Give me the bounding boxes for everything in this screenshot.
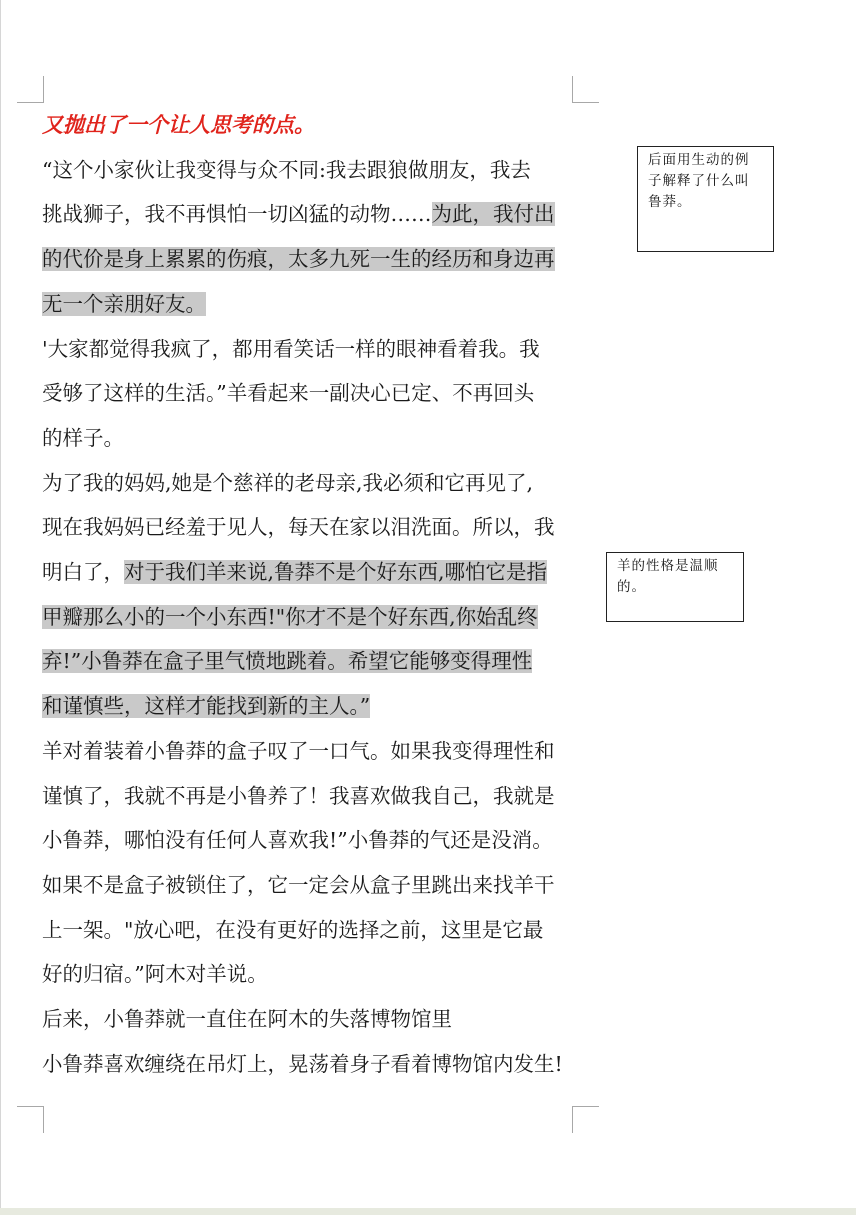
text-line bbox=[42, 192, 587, 237]
text-line bbox=[42, 684, 587, 729]
text-run: 如果不是盒子被锁住了，它一定会从盒子里跳出来找羊干 bbox=[42, 872, 555, 897]
text-line bbox=[42, 148, 587, 193]
text-run: 小鲁莽喜欢缠绕在吊灯上，晃荡着身子看着博物馆内发生! bbox=[42, 1051, 563, 1076]
text-line bbox=[42, 639, 587, 684]
text-line bbox=[42, 237, 587, 282]
text-line bbox=[42, 729, 587, 774]
text-line bbox=[42, 818, 587, 863]
crop-mark-top-left bbox=[17, 76, 44, 103]
text-line bbox=[42, 595, 587, 640]
comment-box[interactable] bbox=[637, 146, 774, 252]
text-run: 小鲁莽，哪怕没有任何人喜欢我!”小鲁莽的气还是没消。 bbox=[42, 828, 553, 853]
highlighted-text: 和谨慎些，这样才能找到新的主人。” bbox=[42, 694, 371, 719]
text-run: 现在我妈妈已经羞于见人，每天在家以泪洗面。所以，我 bbox=[42, 515, 555, 540]
comment-text: 的。 bbox=[617, 579, 646, 595]
text-line bbox=[42, 952, 587, 997]
text-line bbox=[42, 505, 587, 550]
highlighted-text: 弃!”小鲁莽在盒子里气愤地跳着。希望它能够变得理性 bbox=[42, 649, 533, 674]
crop-mark-bottom-right bbox=[572, 1106, 599, 1133]
text-line bbox=[42, 997, 587, 1042]
text-line bbox=[42, 461, 587, 506]
highlighted-text: 无一个亲朋好友。 bbox=[42, 291, 206, 316]
comment-text: 后面用生动的例 bbox=[648, 152, 750, 168]
text-run: 上一架。"放心吧，在没有更好的选择之前，这里是它最 bbox=[42, 917, 544, 942]
text-run: “这个小家伙让我变得与众不同:我去跟狼做朋友，我去 bbox=[42, 157, 531, 182]
text-line bbox=[42, 282, 587, 327]
text-line bbox=[42, 327, 587, 372]
highlighted-text: 对于我们羊来说,鲁莽不是个好东西,哪怕它是指 bbox=[124, 560, 548, 585]
text-run: 的样子。 bbox=[42, 425, 124, 450]
text-run: '大家都觉得我疯了，都用看笑话一样的眼神看着我。我 bbox=[42, 336, 540, 361]
comment-box[interactable] bbox=[606, 552, 744, 622]
text-run: 为了我的妈妈,她是个慈祥的老母亲,我必须和它再见了, bbox=[42, 470, 534, 495]
comment-text: 羊的性格是温顺 bbox=[617, 558, 719, 574]
text-run: 明白了， bbox=[42, 560, 124, 585]
crop-mark-top-right bbox=[572, 76, 599, 103]
text-line bbox=[42, 1042, 587, 1087]
comment-text: 鲁莽。 bbox=[648, 194, 692, 210]
text-line bbox=[42, 416, 587, 461]
text-line bbox=[42, 908, 587, 953]
document-heading: 又抛出了一个让人思考的点。 bbox=[42, 112, 315, 137]
text-line bbox=[42, 550, 587, 595]
document-body[interactable] bbox=[42, 103, 587, 1086]
comment-text: 子解释了什么叫 bbox=[648, 173, 750, 189]
text-run: 羊对着装着小鲁莽的盒子叹了一口气。如果我变得理性和 bbox=[42, 738, 555, 763]
text-run: 挑战狮子，我不再惧怕一切凶猛的动物…… bbox=[42, 202, 432, 227]
text-line bbox=[42, 371, 587, 416]
text-line bbox=[42, 774, 587, 819]
crop-mark-bottom-left bbox=[17, 1106, 44, 1133]
text-run: 受够了这样的生活。”羊看起来一副决心已定、不再回头 bbox=[42, 381, 535, 406]
text-line bbox=[42, 863, 587, 908]
text-run: 好的归宿。”阿木对羊说。 bbox=[42, 962, 268, 987]
highlighted-text: 为此，我付出 bbox=[431, 202, 555, 227]
highlighted-text: 的代价是身上累累的伤痕，太多九死一生的经历和身边再 bbox=[42, 247, 555, 272]
text-run: 谨慎了，我就不再是小鲁养了！我喜欢做我自己，我就是 bbox=[42, 783, 555, 808]
highlighted-text: 甲瓣那么小的一个小东西!"你才不是个好东西,你始乱终 bbox=[42, 604, 538, 629]
text-run: 后来，小鲁莽就一直住在阿木的失落博物馆里 bbox=[42, 1007, 452, 1032]
